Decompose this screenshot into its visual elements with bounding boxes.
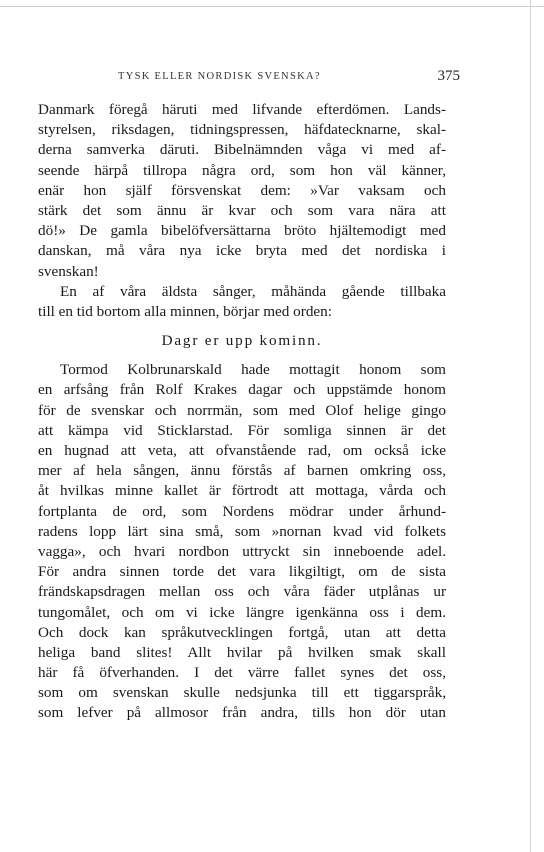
text-line: danskan, må våra nya icke bryta med det nordiska i [38,242,446,260]
paragraph-bible-committee [38,100,446,282]
text-line: tungomålet, och om vi icke längre igenkänna oss i dem. [38,603,446,621]
text-line: Tormod Kolbrunarskald hade mottagit honom som [60,361,446,379]
text-line: svenskan! [38,262,99,280]
paragraph-tormod [38,360,446,723]
page-right-edge [530,0,531,852]
text-line: att kämpa vid Sticklarstad. För somliga sinnen är det [38,421,446,439]
text-line: derna samverka däruti. Bibelnämnden våga vi med af- [38,141,446,159]
text-line: Och dock kan språkutvecklingen fortgå, utan att detta [38,623,446,641]
verse-line: Dagr er upp kominn. [161,332,323,350]
text-line: En af våra äldsta sånger, måhända gående tillbaka [60,282,446,300]
text-line: till en tid bortom alla minnen, börjar med orden: [38,302,332,320]
text-line: som lefver på allmosor från andra, tills hon dör utan [38,704,446,722]
text-line: dö!» De gamla bibelöfversättarna bröto hjältemodigt med [38,222,446,240]
text-line: För andra sinnen torde det vara likgiltigt, om de sista [38,563,446,581]
text-line: fortplanta de ord, som Nordens mödrar under århund- [38,502,446,520]
text-line: här få öfverhanden. I det värre fallet synes det oss, [38,664,446,682]
text-line: en arfsång från Rolf Krakes dagar och uppstämde honom [38,381,446,399]
quoted-verse [38,331,446,351]
page-top-edge [0,6,544,7]
text-line: seende härpå tillropa några ord, som hon väl känner, [38,161,446,179]
text-line: styrelsen, riksdagen, tidningspressen, häfdatecknarne, skal- [38,121,446,139]
text-line: som om svenskan skulle nedsjunka till ett tiggarspråk, [38,684,446,702]
body-text [38,100,446,724]
text-line: en hugnad att veta, att ofvanstående rad, om också icke [38,442,446,459]
running-head: TYSK ELLER NORDISK SVENSKA? [118,71,321,82]
text-line: vagga», och hvari nordbon uttryckt sin inneboende adel. [38,542,446,560]
page-number: 375 [437,68,460,84]
page-header [96,68,460,87]
text-line: heliga band slites! Allt hvilar på hvilken smak skall [38,643,446,661]
text-line: mer af hela sången, ännu förstås af barnen omkring oss, [38,462,446,480]
text-line: för de svenskar och norrmän, som med Olof helige gingo [38,401,446,419]
text-line: stärk det som ännu är kvar och som vara nära att [38,201,446,219]
text-line: Danmark föregå häruti med lifvande efterdömen. Lands- [38,101,446,118]
text-line: enär hon själf försvenskat dem: »Var vaksam och [38,181,446,199]
text-line: frändskapsdragen mellan oss och våra fäder utplånas ur [38,583,446,601]
text-line: åt hvilkas minne kallet är förtrodt att mottaga, vårda och [38,482,446,500]
text-line: radens lopp lärt sina små, som »nornan kvad vid folkets [38,522,446,540]
paragraph-oldest-songs [38,282,446,322]
